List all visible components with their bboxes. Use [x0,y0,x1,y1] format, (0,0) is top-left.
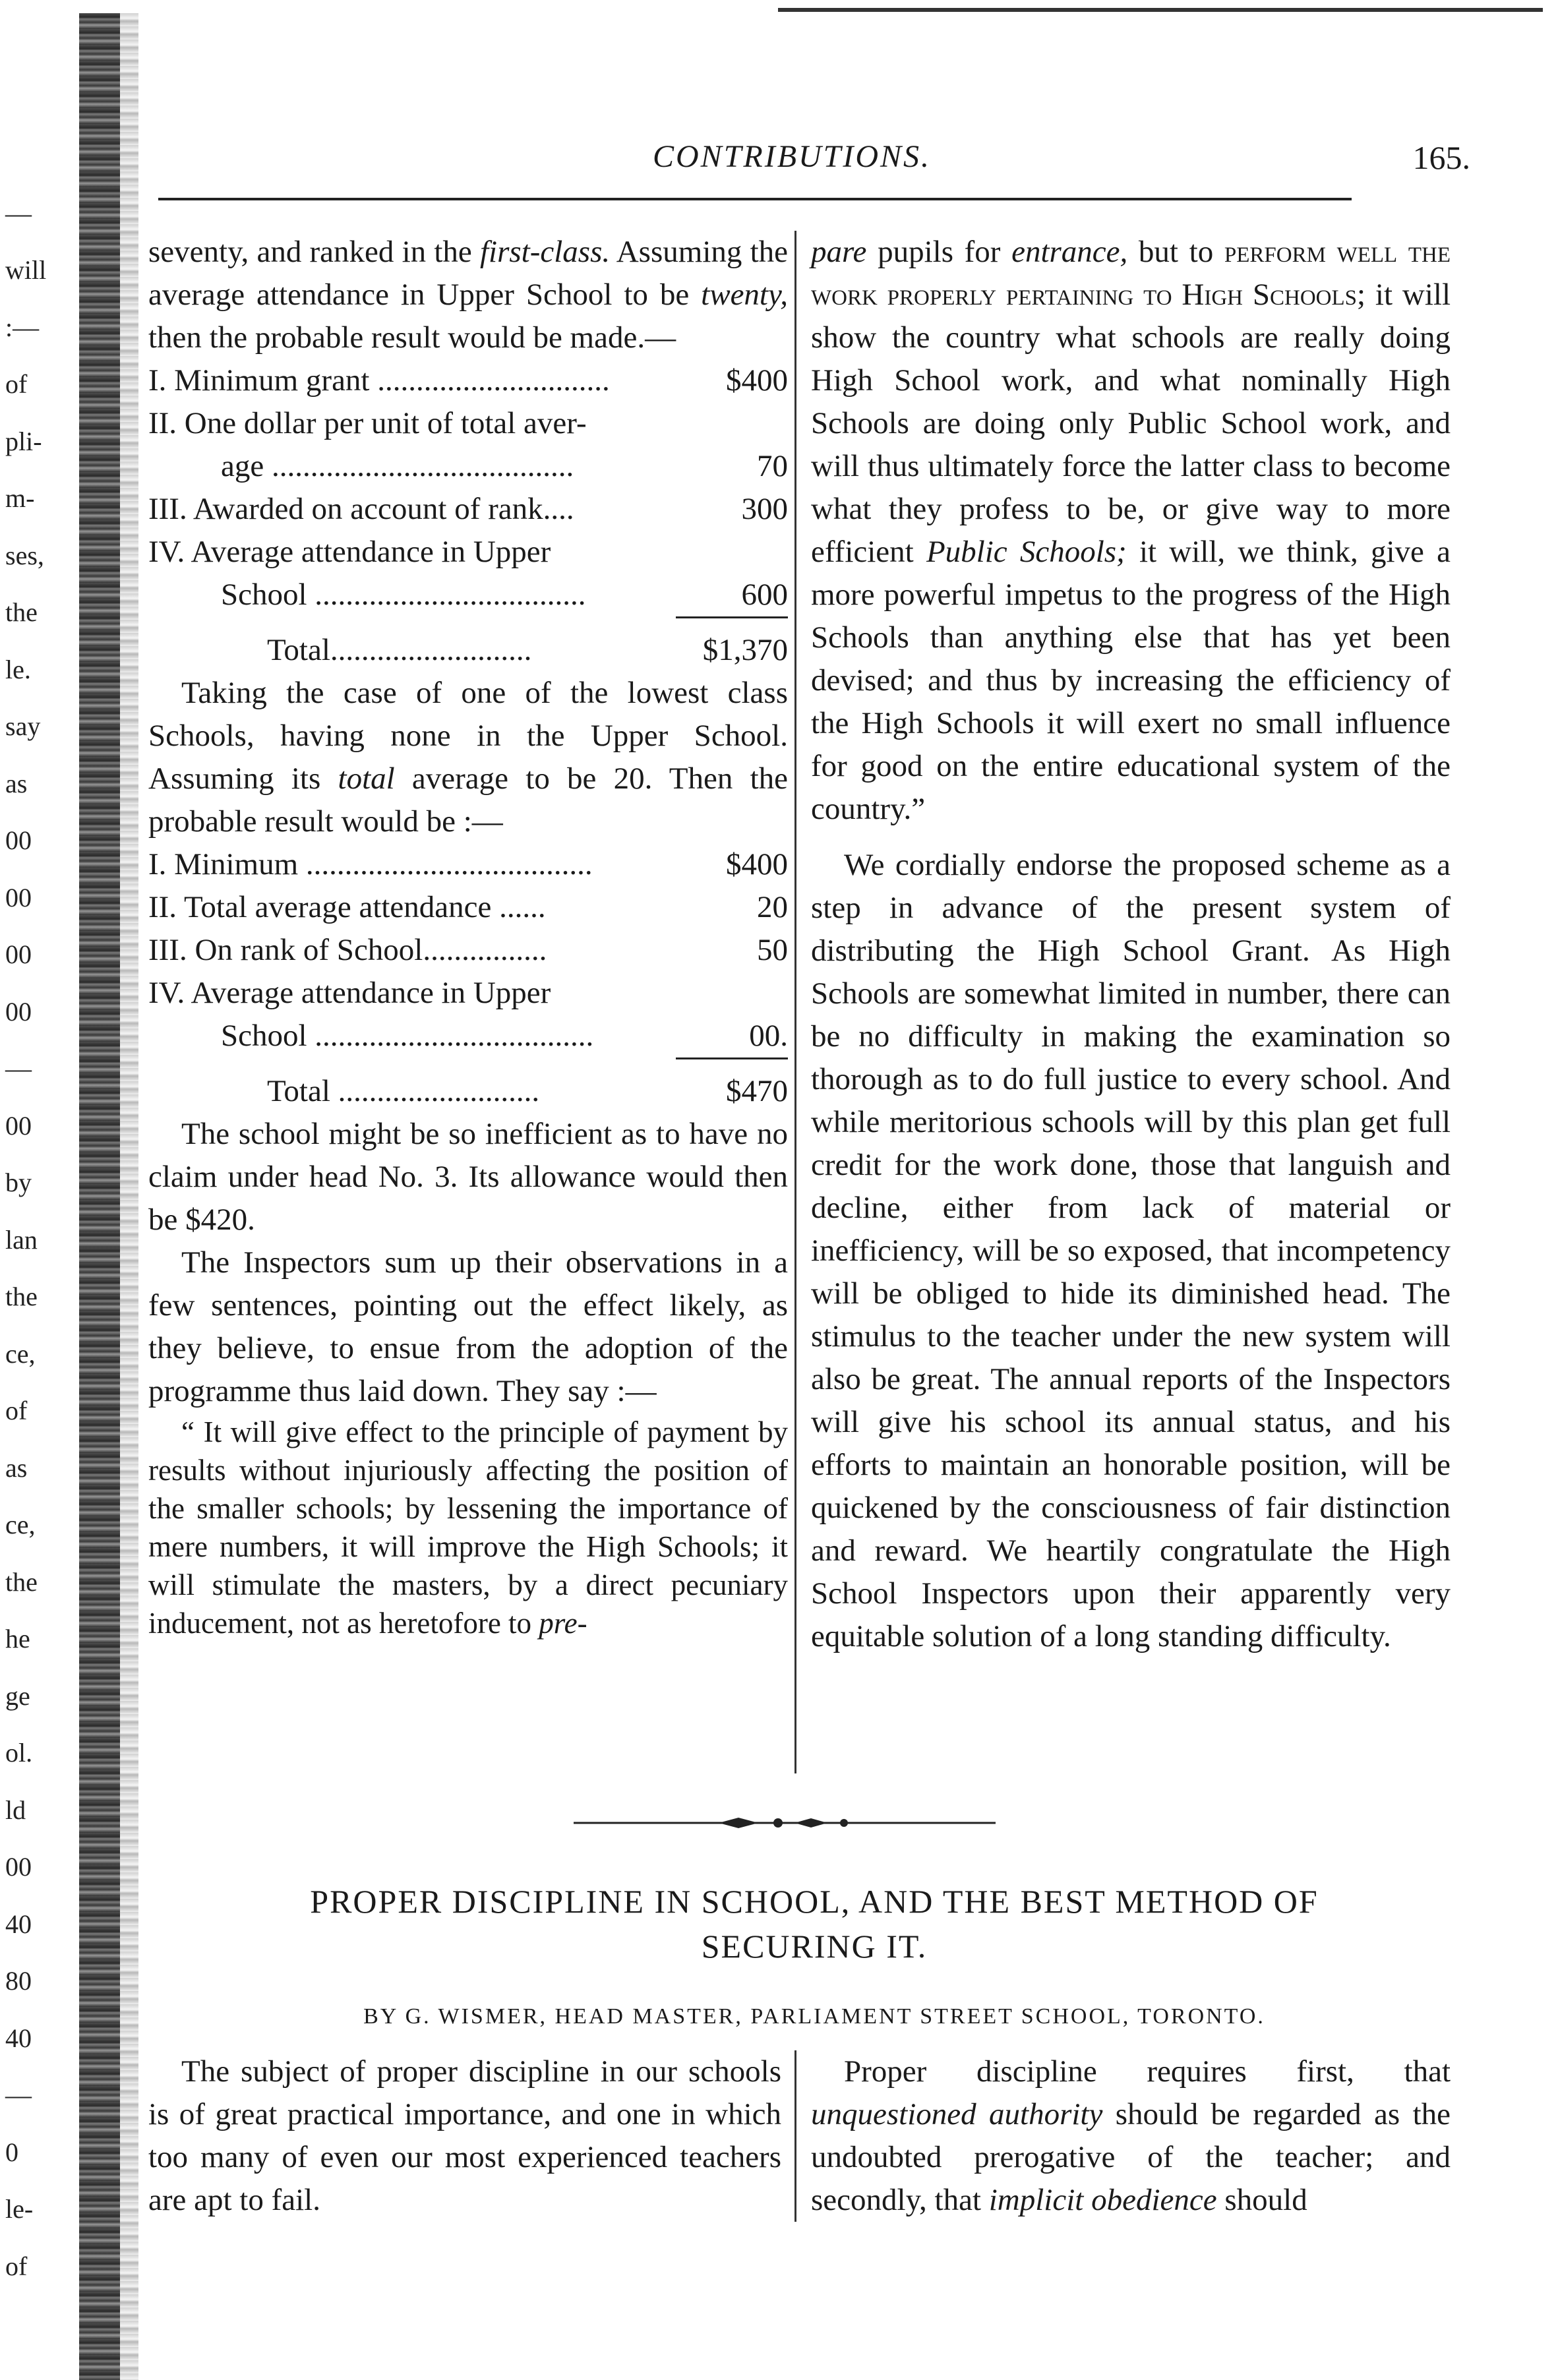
column-divider [794,231,796,1773]
left-column [148,231,788,1642]
header-rule [158,198,1352,200]
total-label: Total.......................... [267,633,532,667]
margin-fragment: 00 [5,825,32,855]
paragraph-endorse: We cordially endorse the proposed scheme as a step in advance of the present system of distributing the High School Grant. As High Schools are somewhat limited in number, there can be no difficulty in making the examination so thorough as to do full justice to every school. And while meritorious schools will by this plan get full credit for the work done, those that languish and decline, either from lack of material or inefficiency, will be so exposed, that incompetency will be obliged to hide its diminished head. The stimulus to the teacher under the new system will also be great. The annual reports of the Inspectors will give his school its annual status, and his efforts to maintain an honorable position, will be quickened by the consciousness of fair distinction and reward. We heartily congratulate the High School Inspectors upon their apparently very equitable solution of a long standing difficulty. [811,848,1451,1653]
margin-fragment: lan [5,1225,38,1255]
top-edge-rule [778,8,1543,12]
grant-line [148,488,788,531]
margin-fragment: as [5,1453,28,1483]
margin-fragment: 00 [5,997,32,1026]
grant-label: II. Total average attendance ...... [148,890,546,924]
grant-line [148,531,788,574]
grant-amount: $400 [726,847,788,881]
total-label: Total .......................... [267,1074,540,1108]
grant-line [148,886,788,929]
grant-amount: 20 [757,890,788,924]
margin-fragment: 00 [5,1852,32,1882]
text: pupils for [866,235,1012,269]
grant-label: II. One dollar per unit of total aver- [148,406,587,440]
grant-line [148,929,788,972]
margin-fragment: by [5,1168,32,1197]
margin-fragment: 00 [5,883,32,912]
grant-line [148,359,788,402]
grant-label: IV. Average attendance in Upper [148,976,551,1010]
margin-fragment: the [5,597,38,627]
margin-fragment: 40 [5,1909,32,1939]
total-amount: $1,370 [702,633,788,667]
book-spine-shadow [79,13,120,2380]
margin-fragment: of [5,2251,28,2281]
margin-fragment: :— [5,312,40,342]
grant-list-first-class [148,359,788,616]
article-right-column [811,2050,1451,2222]
margin-fragment: ses, [5,541,44,570]
column-divider [794,2050,796,2222]
total-amount: $470 [726,1074,788,1108]
emphasis: total [338,761,395,796]
grant-amount: 600 [741,578,788,612]
grant-label: School .................................... [221,1019,594,1053]
margin-fragment: — [5,198,32,228]
grant-amount [781,531,788,574]
margin-fragment: 80 [5,1966,32,1996]
byline: BY G. WISMER, HEAD MASTER, PARLIAMENT STREET SCHOOL, TORONTO. [363,2004,1265,2029]
margin-fragment: ce, [5,1339,36,1369]
emphasis: pare [811,235,867,269]
grant-label: IV. Average attendance in Upper [148,535,551,569]
grant-label: School ................................... [221,578,586,612]
margin-fragment: — [5,2080,32,2110]
text: Assuming the average attendance in Upper School to be [148,235,788,312]
grant-line [148,1015,788,1057]
text: seventy, and ranked in the [148,235,480,269]
text: “ It will give effect to the principle of payment by results without injuriously affecting the position of the smaller schools; by lessening the importance of mere numbers, it will improve the High Schools; it will stimulate the masters, by a direct pecuniary inducement, not as heretofore to [148,1415,788,1640]
grant-label: age ....................................... [221,449,574,483]
margin-fragment: 00 [5,1111,32,1141]
grant-amount: 00. [749,1019,788,1053]
grant-line [148,574,788,616]
total-row [148,629,788,672]
grant-amount: $400 [726,363,788,398]
article-paragraph: The subject of proper discipline in our schools is of great practical importance, and one in which too many of even our most experienced teachers are apt to fail. [148,2054,781,2217]
grant-line [148,843,788,886]
grant-amount: 300 [741,492,788,526]
margin-fragment: say [5,711,41,741]
emphasis: first-class. [479,235,611,269]
text: it will, we think, give a more powerful impetus to the progress of the High Schools than anything else that has yet been devised; and thus by increasing the efficiency of the High Schools it will exert no small influence for good on the entire educational system of the country.” [811,535,1451,826]
text: ; it will show the country what schools are really doing High School work, and what nominally High Schools are doing only Public School work, and will thus ultimately force the latter class to become what they profess to be, or give way to more efficient [811,278,1451,569]
small-caps-text: perform well the work properly pertaining to [811,235,1451,312]
margin-fragment: ol. [5,1738,33,1768]
grant-label: III. Awarded on account of rank.... [148,492,574,526]
margin-fragment: 0 [5,2137,18,2167]
quotation-continued [811,231,1451,831]
emphasis: Public Schools; [926,535,1127,569]
margin-fragment: ce, [5,1510,36,1539]
text: Taking the case of one of the lowest class Schools, having none in the Upper School. Assuming its [148,676,788,796]
section-title [152,1879,1477,1969]
text: should be regarded as the undoubted prerogative of the teacher; and secondly, that [811,2097,1451,2217]
grant-label: I. Minimum grant .............................. [148,363,610,398]
article-left-column [148,2050,781,2222]
grant-amount [781,972,788,1015]
paragraph-assuming [148,231,788,359]
total-rule [676,1057,788,1059]
margin-fragment: — [5,1054,32,1083]
grant-amount: 50 [757,933,788,967]
grant-label: I. Minimum ..................................... [148,847,593,881]
margin-fragment: of [5,1396,28,1425]
margin-fragment: m- [5,483,35,513]
margin-fragment: the [5,1567,38,1597]
margin-fragment: 40 [5,2023,32,2053]
grant-line [148,972,788,1015]
section-divider-ornament [574,1810,996,1836]
margin-fragment: of [5,369,28,399]
margin-fragment: le. [5,655,31,684]
margin-fragment: ld [5,1795,26,1825]
margin-fragment: 00 [5,939,32,969]
page-gutter-edge [120,13,138,2380]
article-paragraph [811,2050,1451,2222]
margin-fragment: he [5,1624,30,1653]
title-line: SECURING IT. [701,1928,928,1965]
total-rule [676,616,788,618]
grant-line [148,402,788,445]
paragraph-inefficient: The school might be so inefficient as to have no claim under head No. 3. Its allowance would then be $420. [148,1117,788,1237]
quotation [148,1413,788,1642]
page-header [152,138,1470,185]
small-caps-text: High Schools [1182,278,1358,312]
margin-fragment: the [5,1282,38,1311]
grant-amount: 70 [757,449,788,483]
text: but to [1127,235,1224,269]
total-row [148,1070,788,1113]
margin-fragment: as [5,769,28,798]
title-line: PROPER DISCIPLINE IN SCHOOL, AND THE BEST METHOD OF [310,1883,1319,1920]
paragraph-inspectors: The Inspectors sum up their observations in a few sentences, pointing out the effect likely, as they believe, to ensue from the adoption of the programme thus laid down. They say :— [148,1245,788,1408]
text: then the probable result would be made.— [148,320,676,355]
grant-label: III. On rank of School................ [148,933,547,967]
running-title: CONTRIBUTIONS. [653,139,932,174]
right-column [811,231,1451,1658]
margin-fragment: pli- [5,427,42,456]
margin-fragment: le- [5,2194,34,2224]
left-margin-fragments [0,0,53,2380]
emphasis: implicit obedience [988,2183,1217,2217]
text: average to be 20. Then the probable result would be :— [148,761,789,839]
margin-fragment: will [5,255,47,285]
emphasis: pre- [539,1607,587,1640]
emphasis: twenty, [701,278,788,312]
emphasis: entrance, [1011,235,1128,269]
grant-line [148,445,788,488]
grant-amount [781,402,788,445]
text: should [1216,2183,1307,2217]
page-number: 165. [1412,139,1470,176]
margin-fragment: ge [5,1681,30,1711]
grant-list-lowest-class [148,843,788,1057]
emphasis: unquestioned authority [811,2097,1103,2131]
paragraph-lowest-class [148,672,788,843]
text: Proper discipline requires first, that [844,2054,1451,2089]
